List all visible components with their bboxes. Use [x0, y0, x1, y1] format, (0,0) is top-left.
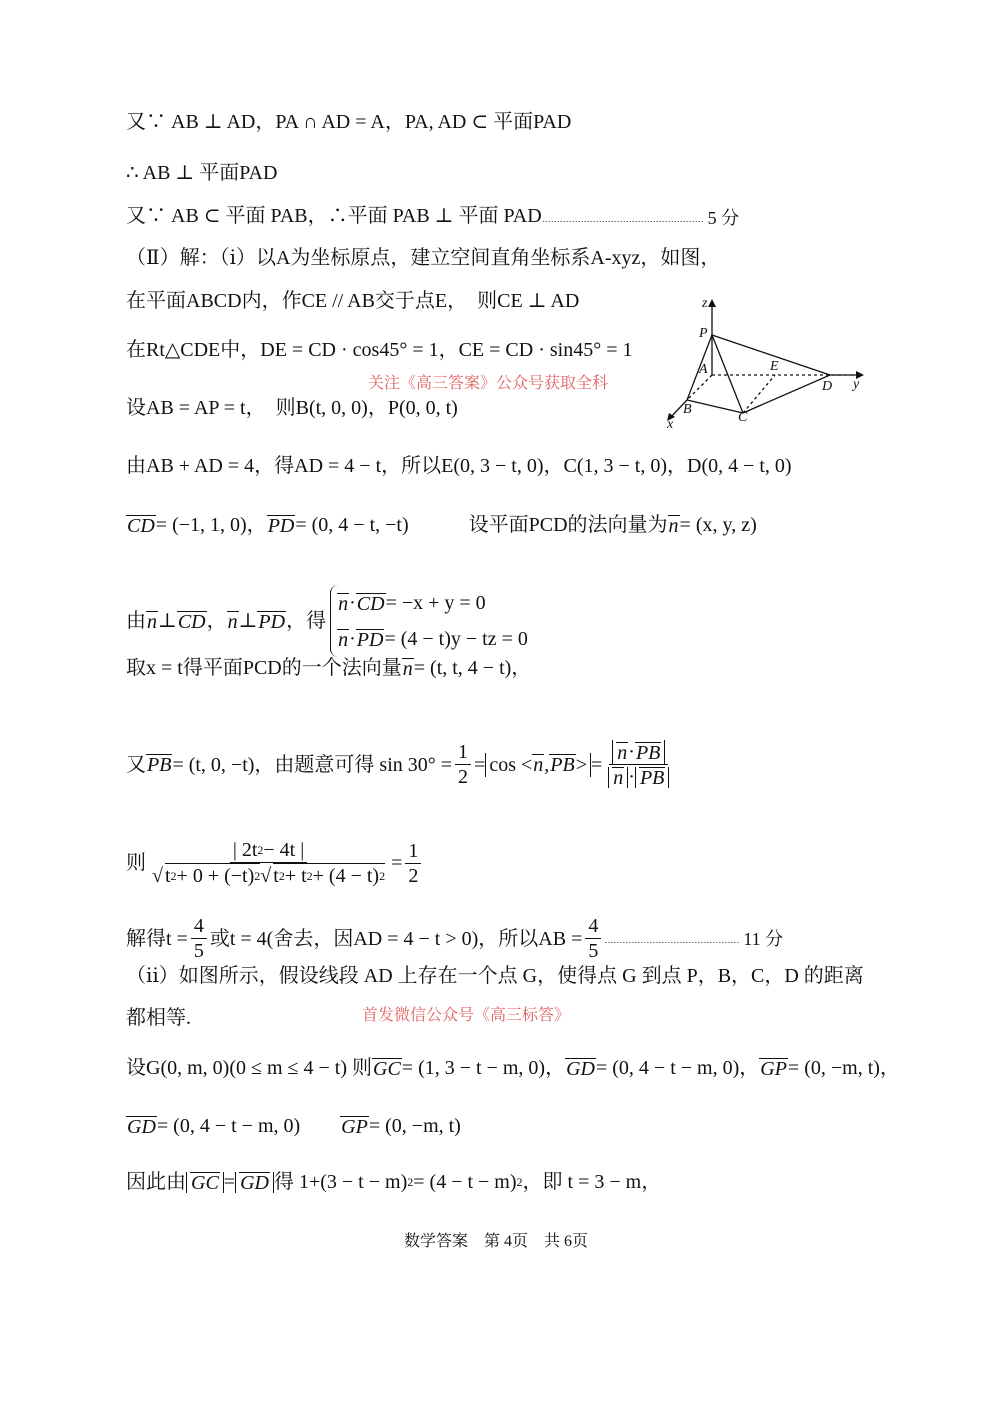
absolute-value	[235, 1172, 274, 1193]
square-root	[165, 863, 260, 888]
text-run: 则	[126, 852, 146, 874]
text-run: ，	[206, 610, 227, 632]
vector: GD	[240, 1171, 269, 1194]
text-run: 设G(0, m, 0)(0 ≤ m ≤ 4 − t) 则	[126, 1057, 372, 1079]
text-line	[126, 161, 277, 185]
text-line	[126, 1170, 661, 1194]
vector: PB	[147, 754, 172, 776]
text-run: >	[575, 753, 587, 776]
absolute-value	[485, 753, 591, 777]
text-run: = (4 − t)y − tz = 0	[384, 628, 528, 650]
superscript: 2	[516, 1175, 523, 1189]
text-run: ，得	[286, 610, 327, 632]
text-run: 设AB = AP = t， 则B(t, 0, 0)，P(0, 0, t)	[126, 397, 458, 419]
text-run: = (0, −m, t)，	[787, 1057, 900, 1079]
absolute-value	[608, 767, 628, 788]
vector: GD	[127, 1115, 156, 1138]
square-root	[273, 863, 385, 888]
text-line	[126, 838, 424, 888]
label-a: A	[699, 362, 708, 377]
text-run: + 0 + (−t)	[176, 865, 255, 887]
score-11: 11 分	[743, 928, 784, 949]
text-run: （Ⅱ）解：（ⅰ）以A为坐标原点，建立空间直角坐标系A-xyz，如图，	[126, 247, 721, 269]
text-run: 解得t =	[126, 927, 188, 950]
text-run: ⊥	[238, 610, 258, 632]
label-y: y	[853, 377, 860, 392]
text-run: = (0, 4 − t − m, 0)，	[595, 1057, 760, 1079]
text-line	[126, 1056, 900, 1080]
text-run: 5	[193, 940, 204, 962]
text-run: = (x, y, z)	[679, 514, 757, 536]
text-run: = (0, 4 − t, −t) 设平面PCD的法向量为	[295, 514, 668, 536]
vector: GP	[341, 1115, 368, 1138]
text-run: =	[474, 753, 486, 776]
text-line	[126, 656, 531, 680]
vector: GC	[373, 1057, 401, 1080]
text-run: 由AB + AD = 4，得AD = 4 − t，所以E(0, 3 − t, 0)，C(1, 3 − t, 0)，D(0, 4 − t, 0)	[126, 455, 792, 477]
text-run: + (4 − t)	[312, 865, 380, 887]
vector: n	[338, 592, 349, 615]
text-run: ·	[349, 628, 356, 650]
text-run: 在Rt△CDE中，DE = CD · cos45° = 1，CE = CD · sin45° = 1	[126, 339, 633, 361]
text-line	[126, 289, 579, 313]
text-run: 由	[126, 610, 146, 632]
text-run: =	[591, 753, 603, 776]
numerator	[609, 740, 668, 765]
vector: GP	[760, 1057, 787, 1080]
numerator	[230, 838, 307, 863]
text-line	[126, 914, 783, 963]
vector: PD	[356, 628, 384, 651]
fraction	[405, 839, 421, 888]
text-run: ·	[349, 592, 356, 614]
numerator	[191, 914, 207, 939]
text-run: + t	[284, 865, 307, 887]
text-run: = (t, 0, −t)，由题意可得 sin 30° =	[172, 753, 453, 776]
text-run: 又	[126, 753, 146, 776]
label-b: B	[683, 402, 692, 417]
vector: PB	[635, 741, 661, 764]
text-run: √	[260, 864, 272, 887]
superscript: 2	[254, 869, 261, 883]
text-run: ，即 t = 3 − m，	[522, 1171, 662, 1193]
text-run: ·	[628, 741, 635, 763]
text-run: 在平面ABCD内，作CE // AB交于点E， 则CE ⊥ AD	[126, 290, 580, 312]
text-run: 取x = t得平面PCD的一个法向量	[126, 657, 402, 679]
page-footer: 数学答案 第 4页 共 6页	[403, 1233, 588, 1250]
text-run: 4	[193, 915, 204, 937]
text-run: = (1, 3 − t − m, 0)，	[401, 1057, 566, 1079]
vector: n	[613, 766, 624, 789]
absolute-value	[635, 767, 669, 788]
text-run: = −x + y = 0	[385, 592, 486, 614]
text-run: =	[391, 852, 403, 874]
fraction	[585, 914, 601, 963]
vector: PB	[550, 754, 575, 776]
text-line	[126, 513, 757, 537]
text-line	[126, 964, 864, 988]
text-run: = (t, t, 4 − t)，	[413, 657, 532, 679]
label-e: E	[770, 359, 779, 374]
absolute-value	[612, 740, 665, 764]
text-line	[126, 454, 792, 478]
watermark: 首发微信公众号《高三标答》	[362, 1007, 571, 1024]
fraction	[455, 740, 471, 789]
denominator	[191, 939, 207, 963]
text-run: = (0, −m, t)	[368, 1115, 461, 1137]
text-run: cos <	[489, 753, 533, 776]
vector: n	[147, 610, 157, 633]
text-run: − 4t |	[263, 839, 305, 861]
vector: n	[533, 754, 544, 776]
superscript: 2	[278, 869, 285, 883]
denominator	[585, 939, 601, 963]
text-run: 4	[588, 915, 599, 937]
text-run: 1	[458, 741, 469, 763]
fraction	[191, 914, 207, 963]
denominator	[149, 863, 388, 888]
numerator	[455, 740, 471, 765]
text-run: =	[223, 1171, 236, 1193]
dot-leader: ………………………………………………	[541, 214, 704, 224]
vector: n	[668, 514, 679, 537]
text-line	[126, 338, 633, 362]
denominator	[605, 765, 672, 789]
text-run: t	[164, 865, 171, 887]
vector: PD	[258, 610, 286, 633]
vector: CD	[356, 592, 385, 615]
fraction	[149, 838, 388, 888]
text-run: （ⅱ）如图所示，假设线段 AD 上存在一个点 G，使得点 G 到点 P，B，C，D 的距离	[126, 965, 864, 987]
equation-row	[337, 585, 528, 621]
score-5: 5 分	[707, 207, 740, 228]
vector: GD	[566, 1057, 595, 1080]
vector: n	[227, 610, 238, 633]
text-run: | 2t	[232, 839, 258, 861]
pyramid-diagram	[655, 295, 870, 430]
text-run: = (4 − t − m)	[413, 1171, 517, 1193]
text-line	[126, 110, 571, 134]
text-run: 因此由	[126, 1171, 186, 1193]
fraction	[605, 740, 672, 789]
text-run: = (0, 4 − t − m, 0)	[156, 1115, 341, 1137]
label-x: x	[667, 417, 674, 430]
vector: n	[402, 657, 413, 680]
numerator	[405, 839, 421, 864]
text-run: 得 1+(3 − t − m)	[273, 1171, 408, 1193]
superscript: 2	[407, 1175, 414, 1189]
vector: CD	[127, 514, 155, 537]
text-run: = (−1, 1, 0)，	[155, 514, 267, 536]
vector: PB	[639, 766, 665, 789]
text-line	[126, 396, 458, 420]
text-line	[126, 1114, 461, 1138]
text-run: 5	[588, 940, 599, 962]
text-run: ·	[628, 766, 635, 788]
denominator	[405, 864, 421, 888]
equation-row	[337, 621, 528, 657]
watermark: 关注《高三答案》公众号获取全科	[368, 375, 609, 392]
text-run: ⊥	[158, 610, 177, 632]
superscript: 2	[379, 869, 386, 883]
text-run: t	[273, 865, 279, 887]
text-run: ∴ AB ⊥ 平面PAD	[126, 162, 278, 184]
numerator	[585, 914, 601, 939]
text-line	[126, 585, 528, 657]
vector: n	[338, 628, 349, 651]
dot-leader: ………………………………………	[604, 935, 740, 945]
superscript: 2	[257, 843, 264, 857]
absolute-value	[186, 1172, 224, 1193]
vector: PD	[267, 514, 295, 537]
vector: CD	[177, 610, 206, 633]
text-run: 1	[408, 839, 419, 862]
text-run: 或t = 4(舍去，因AD = 4 − t > 0)，所以AB =	[209, 927, 583, 950]
superscript: 2	[306, 869, 313, 883]
label-z: z	[702, 296, 708, 311]
text-line	[126, 740, 675, 789]
label-d: D	[822, 379, 833, 394]
text-run	[604, 925, 739, 952]
text-run: 又∵ AB ⊂ 平面 PAB，∴平面 PAB ⊥ 平面 PAD………………………………………………	[126, 205, 704, 227]
text-run: 2	[408, 864, 419, 887]
text-run: ,	[544, 753, 550, 776]
equation-system	[330, 585, 528, 657]
text-run: 又∵ AB ⊥ AD，PA ∩ AD = A，PA, AD ⊂ 平面PAD	[126, 111, 572, 133]
denominator	[455, 765, 471, 789]
superscript: 2	[170, 869, 177, 883]
text-line	[126, 1006, 191, 1030]
text-line	[126, 246, 720, 270]
label-c: C	[738, 410, 748, 425]
vector: n	[617, 741, 628, 764]
text-run: √	[152, 864, 163, 887]
text-run: 都相等.	[126, 1007, 191, 1029]
text-run: 2	[458, 766, 469, 788]
text-line	[126, 204, 739, 231]
vector: GC	[191, 1171, 219, 1194]
label-p: P	[699, 326, 708, 341]
